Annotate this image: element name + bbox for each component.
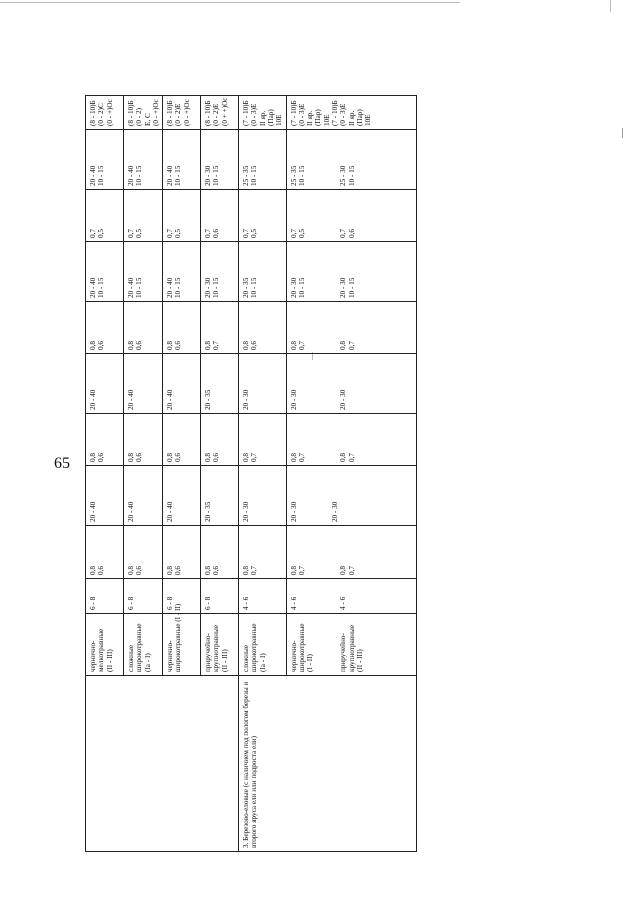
cell-line: 20 - 40 [89,389,97,410]
cell-line: (Пар) [266,109,275,126]
cell-line: 0,8 [166,341,175,350]
value-cell [124,466,163,526]
cell-line: (7 - 10)Б [289,100,298,126]
cell-line: (II - III) [105,649,114,672]
cell-line: 4 - 6 [289,596,298,610]
cell-line: 0,7 [127,229,135,238]
value-cell [239,579,286,614]
forest-type-table [85,95,417,852]
cell-line: (0 - 3)Е [297,103,306,126]
cell-line [298,581,306,610]
forest-type-cell [201,614,239,676]
value-cell [239,414,286,466]
value-cell [124,302,163,354]
value-cell [163,302,201,354]
cell-line: 6 - 8 [204,596,213,610]
cell-line: 10 - 15 [250,277,259,298]
cell-line: широкотравные [135,623,144,672]
cell-line: 10 - 15 [297,165,306,186]
cell-line: сложные [242,644,251,672]
cell-line: 10 - 15 [212,277,221,298]
cell-line: чернично- [289,640,298,672]
cell-line [306,132,314,186]
value-cell [286,414,416,466]
value-cell [201,466,239,526]
value-cell [86,302,124,354]
value-cell [201,354,239,414]
value-cell [124,130,163,190]
cell-line: 0,8 [289,341,298,350]
value-cell [286,466,416,526]
cell-line: (0 - +)Ос [151,99,160,126]
cell-line [314,416,322,462]
cell-line: 20 - 30 [242,501,251,522]
cell-line: (0 - 2) [135,108,144,126]
cell-line [323,304,331,350]
cell-line: 0,8 [127,566,135,575]
cell-line [298,356,306,410]
cell-line: 0,7 [250,566,259,575]
cell-line: 0,8 [89,566,97,575]
value-cell [201,414,239,466]
cell-line [298,468,306,522]
cell-line: 0,5 [250,229,259,238]
cell-line: 0,6 [250,341,259,350]
cell-line: 10 - 15 [174,277,183,298]
cell-line: 0,7 [339,229,348,238]
value-cell [286,302,416,354]
value-cell [163,466,201,526]
value-cell [201,190,239,242]
cell-line: 25 - 35 [242,165,251,186]
cell-line: II яр. [347,110,356,126]
cell-line: 0,8 [339,566,348,575]
value-cell [201,526,239,579]
forest-type-cell [124,614,163,676]
cell-line: 0,6 [135,566,144,575]
cell-line: 0,5 [135,229,144,238]
cell-line: 0,5 [297,229,306,238]
value-cell [239,302,286,354]
cell-line: 0,8 [89,453,97,462]
cell-line: II яр. [306,110,315,126]
cell-line [306,528,314,575]
cell-line: 10 - 15 [347,165,356,186]
value-cell [163,242,201,302]
value-cell [163,130,201,190]
cell-line [323,356,331,410]
cell-line: 6 - 8 [166,596,175,610]
cell-line: 0,8 [204,341,213,350]
cell-line: 0,7 [166,229,175,238]
cell-line: 20 - 40 [127,277,135,298]
cell-line: широкотравные [297,623,306,672]
value-cell [201,302,239,354]
cell-line: (II - III) [220,649,229,672]
cell-line: (0 - 3)Е [250,103,259,126]
value-cell [86,526,124,579]
cell-line: 10Е [322,114,331,126]
value-cell [124,96,163,130]
cell-line: мелкотравные [97,628,106,672]
cell-line [323,616,331,672]
value-cell [286,130,416,190]
cell-line: (Ia - I) [143,653,152,672]
cell-line: 0,7 [242,229,251,238]
value-cell [239,526,286,579]
cell-line: 0,8 [89,341,97,350]
cell-line: (0 - +)Ос [182,99,191,126]
cell-line: (8 - 10)Б [89,100,97,126]
cell-line [331,356,339,410]
value-cell [86,190,124,242]
cell-line [306,304,314,350]
value-cell [163,96,201,130]
cell-line [306,244,314,298]
cell-line: (0 - 2)Е [212,103,221,126]
cell-line: 0,8 [166,453,175,462]
cell-line [323,416,331,462]
cell-line: 20 - 40 [166,389,175,410]
value-cell [124,354,163,414]
cell-line: 10Е [275,114,284,126]
value-cell [86,354,124,414]
cell-line: 0,6 [97,566,106,575]
cell-line: (Пар) [355,109,364,126]
cell-line: 20 - 40 [89,277,97,298]
cell-line: 4 - 6 [242,596,251,610]
value-cell [286,354,416,414]
cell-line: (7 - 10)Б [330,100,339,126]
cell-line [331,192,339,238]
cell-line: 10 - 15 [135,277,144,298]
value-cell [124,190,163,242]
cell-line: широкотравные [250,623,259,672]
cell-line: 20 - 40 [166,277,175,298]
cell-line [314,616,322,672]
cell-line [323,468,331,522]
cell-line: 20 - 40 [166,165,175,186]
value-cell [163,190,201,242]
value-cell [124,579,163,614]
cell-line [314,468,322,522]
cell-line: 10 - 15 [347,277,356,298]
cell-line: приручейно- [204,633,213,672]
cell-line: 0,7 [297,453,306,462]
forest-type-cell [239,614,286,676]
value-cell [163,526,201,579]
cell-line: 0,8 [289,566,298,575]
cell-line [331,528,339,575]
cell-line: 20 - 35 [204,501,213,522]
cell-line [331,416,339,462]
cell-line: 10 - 15 [97,165,106,186]
cell-line [323,132,331,186]
cell-line [323,192,331,238]
cell-line: 0,8 [166,566,175,575]
forest-group-cell: 3. Березово-еловые (с наличием под пологом березы и второго яруса ели или подроста ели) [239,676,416,852]
cell-line: (I - II) [306,654,315,672]
cell-line: 20 - 40 [127,389,135,410]
cell-line: Е, С [143,113,152,126]
cell-line: 0,7 [250,453,259,462]
cell-line: 0,6 [135,453,144,462]
cell-line: 0,8 [204,566,213,575]
cell-line: 20 - 30 [242,389,251,410]
cell-line: (0 + +)Ос [220,97,229,126]
value-cell [286,190,416,242]
cell-line: 0,7 [204,229,213,238]
cell-line: 0,7 [212,341,221,350]
cell-line [314,356,322,410]
cell-line: 0,6 [174,341,183,350]
value-cell [86,242,124,302]
cell-line: 0,7 [89,229,97,238]
cell-line: II яр. [258,110,267,126]
cell-line: 20 - 40 [89,501,97,522]
value-cell [201,130,239,190]
cell-line [314,244,322,298]
value-cell [286,96,416,130]
rotated-table-container [85,96,405,852]
cell-line: 20 - 40 [89,165,97,186]
cell-line [306,581,314,610]
value-cell [239,242,286,302]
cell-line: 0,8 [242,341,251,350]
cell-line: 10 - 15 [97,277,106,298]
cell-line: 20 - 35 [242,277,251,298]
cell-line: 20 - 40 [127,501,135,522]
cell-line: 20 - 35 [204,389,213,410]
cell-line: 20 - 40 [166,501,175,522]
table-row [239,96,286,852]
cell-line: 0,7 [347,453,356,462]
forest-type-cell [86,614,124,676]
value-cell [201,579,239,614]
value-cell [239,96,286,130]
cell-line: 10Е [364,114,373,126]
cell-line: 20 - 30 [204,165,213,186]
cell-line: 0,6 [135,341,144,350]
cell-line: 10 - 15 [250,165,259,186]
cell-line [323,581,331,610]
cell-line [314,192,322,238]
cell-line: 0,7 [289,229,298,238]
cell-line: крупнотравные [347,624,356,672]
cell-line: 20 - 30 [289,501,298,522]
cell-line [314,132,322,186]
cell-line: 20 - 30 [289,389,298,410]
cell-line [306,356,314,410]
cell-line: 0,6 [97,453,106,462]
cell-line: (8 - 10)Б [204,100,213,126]
cell-line: (0 - 3)Е [339,103,348,126]
scan-edge-top [0,2,460,3]
value-cell [239,466,286,526]
cell-line: 0,8 [242,566,251,575]
value-cell [163,354,201,414]
cell-line: 25 - 35 [289,165,298,186]
cell-line [331,244,339,298]
cell-line: 0,5 [174,229,183,238]
value-cell [124,526,163,579]
cell-line [314,528,322,575]
cell-line: 0,7 [297,566,306,575]
forest-type-cell [286,614,416,676]
cell-line: 6 - 8 [89,596,97,610]
value-cell [86,96,124,130]
value-cell [86,579,124,614]
cell-line: крупнотравные [212,624,221,672]
cell-line: 0,8 [204,453,213,462]
cell-line: 0,6 [174,566,183,575]
cell-line: 0,6 [347,229,356,238]
cell-line: 10 - 15 [212,165,221,186]
cell-line: 4 - 6 [339,596,348,610]
cell-line: 10 - 15 [135,165,144,186]
cell-line: 20 - 40 [127,165,135,186]
cell-line: широкотравные (I - II) [174,603,183,672]
cell-line [331,616,339,672]
cell-line [323,528,331,575]
cell-line: 0,8 [127,453,135,462]
cell-line: 20 - 30 [289,277,298,298]
cell-line: 0,7 [347,341,356,350]
cell-line [306,468,314,522]
cell-line: 0,8 [339,341,348,350]
value-cell [163,414,201,466]
cell-line [314,581,322,610]
cell-line: 20 - 30 [339,389,348,410]
value-cell [86,130,124,190]
cell-line: (Пар) [314,109,323,126]
cell-line [331,132,339,186]
cell-line: (0 - 2)С [97,103,106,126]
cell-line: 0,7 [297,341,306,350]
table-row [86,96,124,852]
cell-line [306,192,314,238]
cell-line: 0,6 [97,341,106,350]
cell-line: (II - III) [355,649,364,672]
value-cell [239,130,286,190]
cell-line: 0,6 [174,453,183,462]
cell-line: чернично- [166,640,175,672]
cell-line: 10 - 15 [174,165,183,186]
value-cell [239,190,286,242]
cell-line: (8 - 10)Б [166,100,175,126]
cell-line: 20 - 30 [339,277,348,298]
cell-line: чернично- [89,640,97,672]
cell-line: 20 - 30 [204,277,213,298]
value-cell [239,354,286,414]
cell-line: 0,5 [97,229,106,238]
forest-group-cell [86,676,239,852]
value-cell [286,526,416,579]
cell-line: 25 - 30 [339,165,348,186]
cell-line: (7 - 10)Б [242,100,251,126]
cell-line: 0,6 [212,566,221,575]
cell-line: сложные [127,644,135,672]
scan-mark [622,128,623,138]
cell-line: 6 - 8 [127,596,135,610]
value-cell [286,579,416,614]
cell-line: 10 - 15 [297,277,306,298]
value-cell [201,96,239,130]
value-cell [86,414,124,466]
scan-edge-right [610,0,611,12]
cell-line: 0,8 [242,453,251,462]
cell-line: 0,8 [289,453,298,462]
cell-line: 0,8 [339,453,348,462]
cell-line: (8 - 10)Б [127,100,135,126]
value-cell [286,242,416,302]
value-cell [124,242,163,302]
page-number: 65 [54,455,70,472]
value-cell [201,242,239,302]
cell-line: 0,6 [212,453,221,462]
cell-line: 0,6 [212,229,221,238]
value-cell [124,414,163,466]
cell-line [331,304,339,350]
cell-line: (0 - +)Ос [105,99,114,126]
value-cell [86,466,124,526]
cell-line: 0,8 [127,341,135,350]
cell-line: приручейно- [339,633,348,672]
cell-line [323,244,331,298]
cell-line [306,416,314,462]
cell-line: 20 - 30 [330,501,339,522]
cell-line [314,304,322,350]
cell-line [331,581,339,610]
cell-line: (0 - 2)Е [174,103,183,126]
cell-line: (Ia - I) [258,653,267,672]
cell-line: 0,7 [347,566,356,575]
